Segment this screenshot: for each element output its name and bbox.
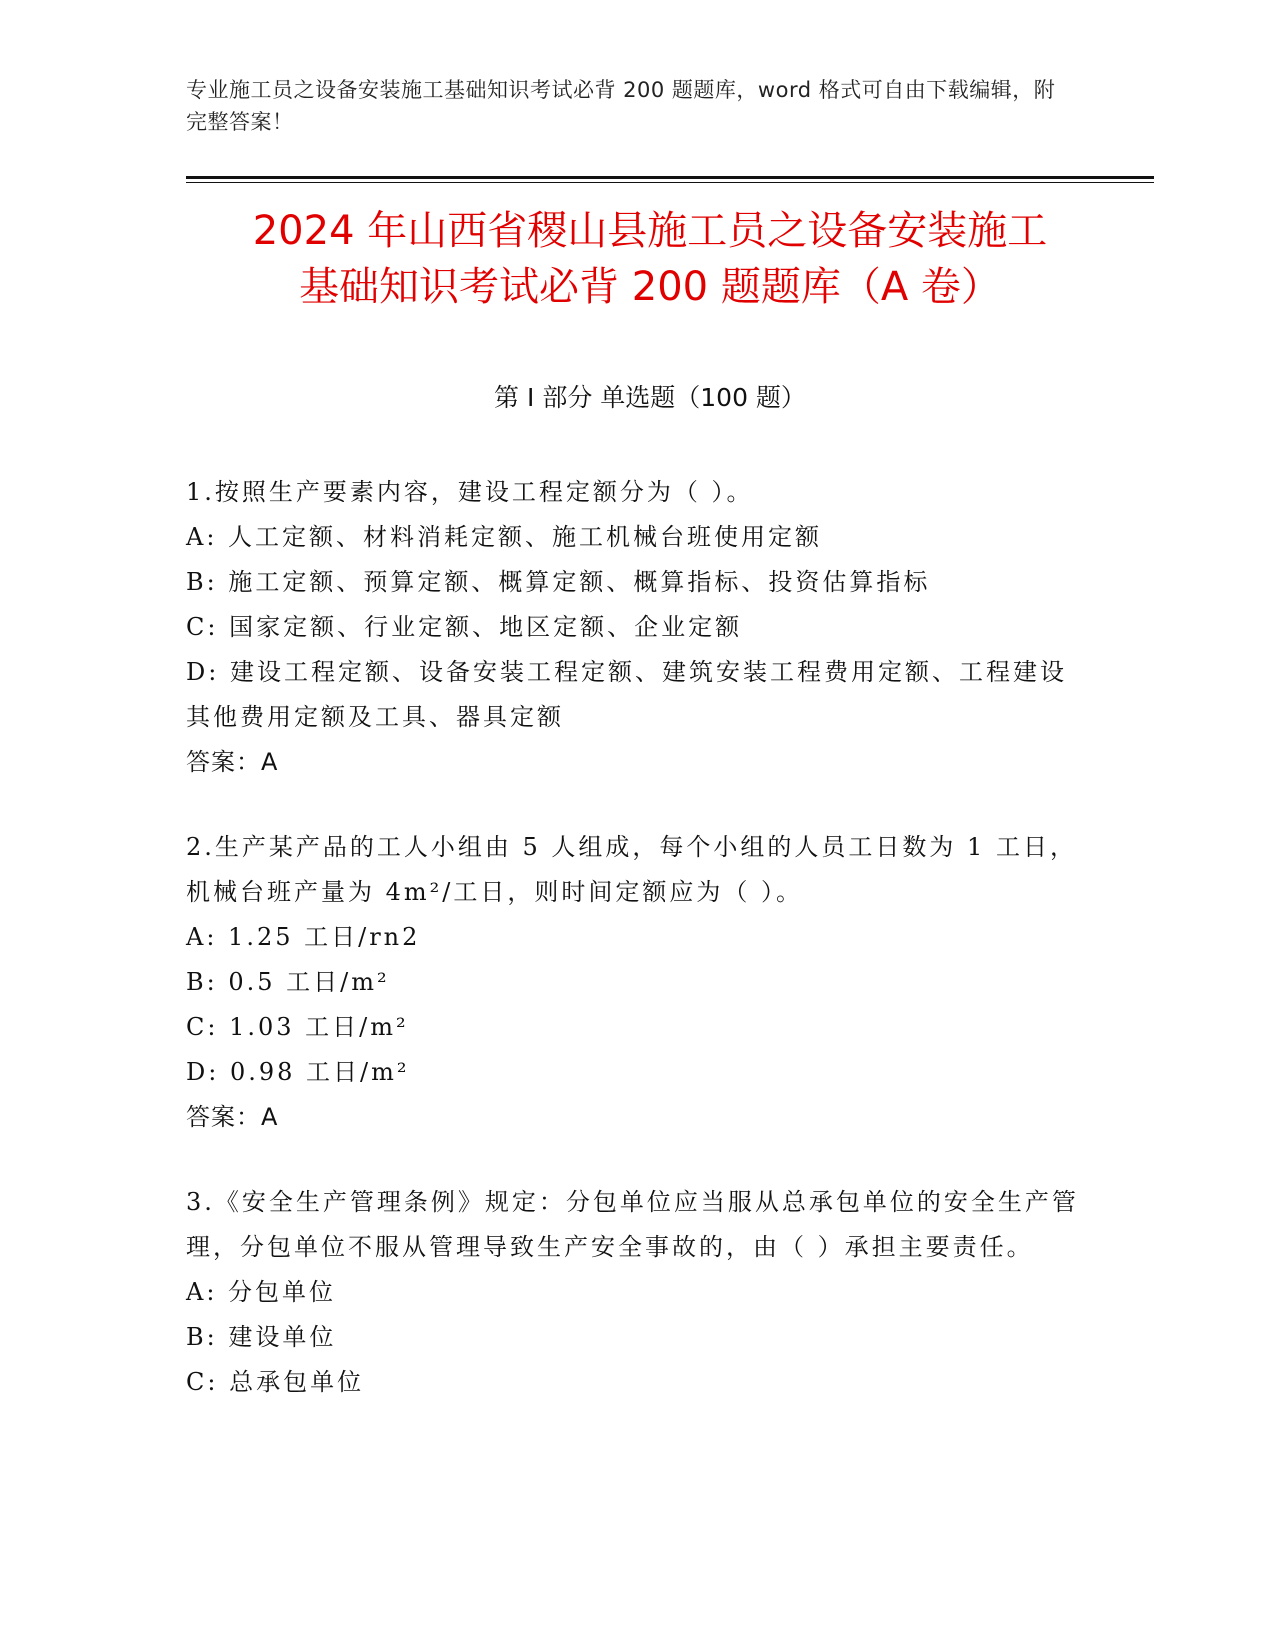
- header-note: 专业施工员之设备安装施工基础知识考试必背 200 题题库，word 格式可自由下载编辑，附完整答案！: [186, 78, 1056, 134]
- option-b: B: 建设单位: [186, 1323, 337, 1351]
- option-c: C: 国家定额、行业定额、地区定额、企业定额: [186, 613, 743, 641]
- question-stem: 2.生产某产品的工人小组由 5 人组成，每个小组的人员工日数为 1 工日，机械台班产量为 4m²/工日，则时间定额应为（ ）。: [186, 833, 1077, 906]
- option-d: D: 建设工程定额、设备安装工程定额、建筑安装工程费用定额、工程建设其他费用定额及工具、器具定额: [186, 658, 1067, 731]
- header-divider-thin: [186, 182, 1154, 183]
- question-2: [186, 825, 1086, 1140]
- question-3: [186, 1180, 1086, 1405]
- question-stem: 1.按照生产要素内容，建设工程定额分为（ ）。: [186, 478, 754, 506]
- document-title: [150, 203, 1150, 315]
- option-d: D: 0.98 工日/m²: [186, 1058, 410, 1086]
- option-a: A: 分包单位: [186, 1278, 337, 1306]
- option-a: A: 人工定额、材料消耗定额、施工机械台班使用定额: [186, 523, 823, 551]
- question-stem: 3.《安全生产管理条例》规定：分包单位应当服从总承包单位的安全生产管理，分包单位不服从管理导致生产安全事故的，由（ ）承担主要责任。: [186, 1188, 1079, 1261]
- title-line-1: 2024 年山西省稷山县施工员之设备安装施工: [252, 208, 1048, 254]
- question-1: [186, 470, 1086, 785]
- section-heading: 第 I 部分 单选题（100 题）: [494, 383, 806, 412]
- option-a: A: 1.25 工日/rn2: [186, 923, 421, 951]
- title-line-2: 基础知识考试必背 200 题题库（A 卷）: [299, 264, 1001, 310]
- header-divider-thick: [186, 176, 1154, 179]
- option-b: B: 施工定额、预算定额、概算定额、概算指标、投资估算指标: [186, 568, 931, 596]
- option-c: C: 1.03 工日/m²: [186, 1013, 409, 1041]
- answer-line: 答案：A: [186, 748, 279, 776]
- answer-line: 答案：A: [186, 1103, 279, 1131]
- option-c: C: 总承包单位: [186, 1368, 365, 1396]
- question-list: [186, 470, 1086, 1445]
- option-b: B: 0.5 工日/m²: [186, 968, 390, 996]
